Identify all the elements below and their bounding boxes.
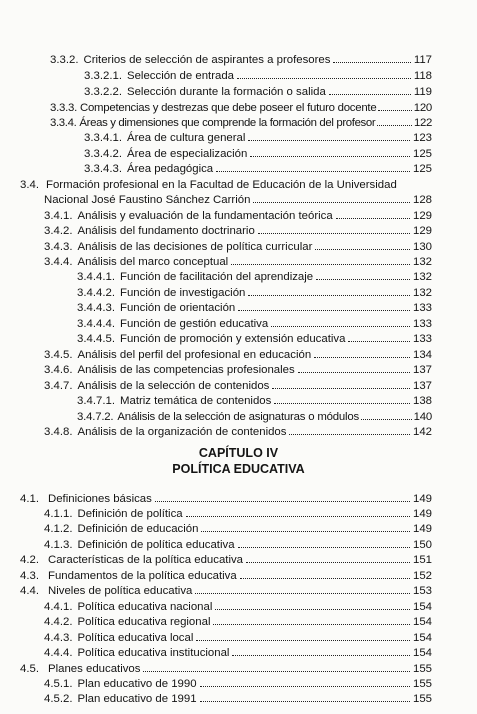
toc-entry-leader — [377, 124, 412, 126]
toc-entry-page: 132 — [412, 271, 432, 283]
toc-entry-page: 118 — [413, 70, 432, 82]
toc-entry-title: Función de promoción y extensión educativa — [120, 333, 346, 345]
toc-entry — [77, 394, 432, 409]
toc-entry-title: Plan educativo de 1990 — [77, 678, 197, 690]
toc-entry — [84, 131, 432, 146]
toc-entry-title: Formación profesional en la Facultad de Educación de la Universidad — [46, 179, 397, 191]
toc-entry-leader — [361, 418, 412, 420]
toc-entry-title: Definición de política — [77, 508, 183, 520]
toc-entry — [77, 286, 432, 301]
toc-entry-number: 3.4.5. — [44, 349, 73, 361]
toc-entry-title: Definición de política educativa — [77, 539, 235, 551]
toc-entry — [84, 69, 432, 84]
toc-entry-title: Plan educativo de 1991 — [77, 693, 197, 705]
toc-entry-page: 154 — [412, 647, 432, 659]
toc-entry — [44, 224, 432, 239]
toc-entry-page: 154 — [412, 632, 432, 644]
toc-entry — [44, 425, 432, 440]
toc-entry-number: 3.4.4.2. — [77, 287, 115, 299]
toc-entry-number: 4.3. — [20, 570, 39, 582]
toc-entry-title: Fundamentos de la política educativa — [48, 570, 237, 582]
toc-entry-leader — [253, 201, 410, 203]
toc-entry-number: 4.5. — [20, 663, 39, 675]
toc-entry-number: 4.1.2. — [44, 523, 73, 535]
toc-entry-page: 154 — [412, 601, 432, 613]
toc-entry-leader — [274, 402, 410, 404]
toc-entry — [77, 270, 432, 285]
toc-entry-title: Análisis de la organización de contenidos — [77, 426, 287, 438]
toc-entry-leader — [329, 93, 411, 95]
toc-entry-number: 3.4.7.1. — [77, 395, 115, 407]
toc-entry-number: 4.5.2. — [44, 693, 73, 705]
toc-entry-page: 142 — [412, 426, 432, 438]
toc-entry-page: 125 — [412, 148, 432, 160]
toc-entry-leader — [238, 546, 410, 548]
toc-entry-leader — [246, 561, 410, 563]
toc-entry-leader — [186, 515, 410, 517]
toc-entry-page: 154 — [412, 616, 432, 628]
toc-entry-number: 3.3.4. — [50, 117, 77, 129]
toc-entry-leader — [315, 248, 410, 250]
toc-entry-title: Criterios de selección de aspirantes a profesores — [83, 54, 331, 66]
toc-entry-number: 4.2. — [20, 554, 39, 566]
toc-entry-page: 153 — [412, 585, 432, 597]
toc-entry-title: Análisis de las decisiones de política curricular — [77, 241, 313, 253]
toc-entry — [77, 332, 432, 347]
toc-entry — [44, 348, 432, 363]
toc-entry — [84, 85, 432, 100]
toc-entry-title: Área de cultura general — [127, 132, 246, 144]
toc-entry-title: Análisis de la selección de asignaturas o módulos — [117, 411, 359, 423]
toc-entry — [44, 209, 432, 224]
toc-entry-page: 149 — [412, 523, 432, 535]
toc-entry-page: 140 — [413, 411, 432, 423]
toc-entry — [44, 631, 432, 646]
toc-entry-number: 3.4.4.1. — [77, 271, 115, 283]
toc-entry-leader — [333, 61, 410, 63]
toc-entry-number: 3.4.2. — [44, 225, 73, 237]
toc-entry-number: 3.4.4.3. — [77, 302, 115, 314]
toc-entry-leader — [240, 577, 410, 579]
toc-entry-number: 3.4.7. — [44, 380, 73, 392]
toc-entry-page: 152 — [412, 570, 432, 582]
toc-entry-number: 3.4.4.5. — [77, 333, 115, 345]
toc-entry — [84, 162, 432, 177]
toc-entry-title: Política educativa local — [77, 632, 194, 644]
toc-entry-number: 3.4.6. — [44, 364, 73, 376]
toc-entry-leader — [231, 263, 410, 265]
toc-entry-title: Análisis de las competencias profesionales — [77, 364, 295, 376]
toc-entry-number: 3.4. — [20, 179, 39, 191]
toc-entry-page: 138 — [412, 395, 432, 407]
toc-entry-leader — [248, 294, 410, 296]
toc-entry — [77, 301, 432, 316]
toc-entry-number: 3.3.4.3. — [84, 163, 122, 175]
toc-entry — [20, 584, 432, 599]
toc-entry-title: Análisis del perfil del profesional en educación — [77, 349, 312, 361]
toc-entry-page: 134 — [412, 349, 432, 361]
toc-entry-leader — [200, 685, 410, 687]
toc-entry-number: 4.4.4. — [44, 647, 73, 659]
toc-entry — [44, 255, 432, 270]
toc-entry-page: 133 — [412, 333, 432, 345]
toc-entry — [44, 600, 432, 615]
toc-entry-page: 137 — [412, 380, 432, 392]
toc-entry-number: 3.4.3. — [44, 241, 73, 253]
toc-entry-leader — [200, 700, 410, 702]
toc-entry-leader — [336, 217, 410, 219]
toc-entry-leader — [258, 232, 410, 234]
toc-entry-number: 4.4.1. — [44, 601, 73, 613]
toc-entry — [77, 317, 432, 332]
toc-entry-page: 129 — [412, 225, 432, 237]
toc-entry-title: Análisis del fundamento doctrinario — [77, 225, 255, 237]
toc-entry-number: 4.4.2. — [44, 616, 73, 628]
toc-entry — [44, 646, 432, 661]
toc-entry-page: 119 — [413, 86, 432, 98]
toc-entry-page: 137 — [412, 364, 432, 376]
toc-entry-leader — [248, 139, 410, 141]
toc-entry-leader — [238, 309, 410, 311]
toc-entry-title: Niveles de política educativa — [48, 585, 193, 597]
toc-entry-page: 132 — [412, 256, 432, 268]
toc-entry-page: 155 — [412, 678, 432, 690]
toc-entry-number: 3.4.7.2. — [77, 411, 114, 423]
toc-entry-leader — [195, 592, 410, 594]
toc-entry-leader — [232, 654, 410, 656]
toc-entry-title: Definición de educación — [77, 523, 199, 535]
toc-entry — [50, 116, 432, 131]
toc-entry-number: 4.4. — [20, 585, 39, 597]
toc-entry-page: 123 — [412, 132, 432, 144]
toc-entry — [50, 101, 432, 116]
toc-entry-page: 133 — [412, 318, 432, 330]
toc-entry-leader — [378, 109, 411, 111]
toc-entry-leader — [289, 433, 410, 435]
toc-entry-number: 3.4.4. — [44, 256, 73, 268]
toc-entry — [20, 569, 432, 584]
toc-entry-number: 4.5.1. — [44, 678, 73, 690]
toc-entry-leader — [250, 155, 410, 157]
toc-entry-title: Función de investigación — [120, 287, 246, 299]
toc-entry-title: Área pedagógica — [127, 163, 214, 175]
toc-entry-title: Competencias y destrezas que debe poseer el futuro docente — [80, 102, 377, 114]
toc-entry-leader — [196, 639, 410, 641]
toc-entry-title: Definiciones básicas — [48, 493, 152, 505]
toc-entry — [20, 662, 432, 677]
toc-entry-number: 3.4.1. — [44, 210, 73, 222]
toc-entry — [44, 363, 432, 378]
toc-entry-number: 3.4.8. — [44, 426, 73, 438]
toc-entry-title: Áreas y dimensiones que comprende la formación del profesor — [79, 117, 376, 129]
toc-entry-leader — [201, 530, 410, 532]
toc-entry-page: 155 — [412, 693, 432, 705]
toc-entry-title: Selección durante la formación o salida — [127, 86, 326, 98]
toc-entry-page: 130 — [412, 241, 432, 253]
toc-entry-number: 3.3.3. — [50, 102, 77, 114]
toc-entry — [20, 492, 432, 507]
toc-entry-number: 3.3.2. — [50, 54, 79, 66]
toc-entry-leader — [155, 500, 410, 502]
toc-entry — [44, 379, 432, 394]
toc-entry — [44, 507, 432, 522]
toc-entry — [84, 147, 432, 162]
toc-entry — [44, 240, 432, 255]
toc-entry-page: 117 — [413, 54, 432, 66]
toc-entry-number: 3.3.4.2. — [84, 148, 122, 160]
toc-entry-title: Política educativa regional — [77, 616, 211, 628]
toc-entry-title: Política educativa nacional — [77, 601, 213, 613]
toc-entry — [77, 410, 432, 425]
toc-entry — [44, 522, 432, 537]
toc-entry-page: 155 — [412, 663, 432, 675]
toc-entry-title: Análisis y evaluación de la fundamentación teórica — [77, 210, 333, 222]
toc-entry-title: Características de la política educativa — [48, 554, 244, 566]
toc-entry-page: 122 — [414, 117, 432, 129]
toc-entry-leader — [272, 387, 410, 389]
toc-entry-title: Matriz temática de contenidos — [120, 395, 272, 407]
toc-entry-page: 151 — [412, 554, 432, 566]
toc-entry-number: 4.1. — [20, 493, 39, 505]
toc-entry-leader — [213, 623, 410, 625]
toc-entry-number: 3.3.4.1. — [84, 132, 122, 144]
toc-entry-title: Nacional José Faustino Sánchez Carrión — [44, 194, 251, 206]
toc-entry — [20, 553, 432, 568]
toc-entry-title: Función de gestión educativa — [120, 318, 269, 330]
toc-entry-title: Política educativa institucional — [77, 647, 230, 659]
toc-entry-page: 149 — [412, 493, 432, 505]
toc-entry-title: Selección de entrada — [127, 70, 235, 82]
toc-entry-page: 128 — [412, 194, 432, 206]
toc-entry-page: 149 — [412, 508, 432, 520]
toc-entry-leader — [314, 356, 410, 358]
toc-entry — [44, 538, 432, 553]
chapter-label: CAPÍTULO IV — [198, 446, 279, 460]
toc-entry-leader — [216, 170, 410, 172]
toc-entry-title: Área de especialización — [127, 148, 248, 160]
toc-entry-number: 3.3.2.1. — [84, 70, 122, 82]
toc-entry-title: Planes educativos — [48, 663, 141, 675]
toc-entry-leader — [348, 340, 410, 342]
toc-entry-leader — [237, 77, 411, 79]
toc-entry-number: 4.4.3. — [44, 632, 73, 644]
toc-entry — [20, 178, 432, 193]
toc-entry — [50, 53, 432, 68]
toc-entry — [44, 692, 432, 707]
toc-entry — [44, 677, 432, 692]
toc-entry-leader — [271, 325, 410, 327]
toc-entry-page: 129 — [412, 210, 432, 222]
toc-entry-page: 132 — [412, 287, 432, 299]
toc-entry-title: Análisis de la selección de contenidos — [77, 380, 270, 392]
toc-entry-number: 3.4.4.4. — [77, 318, 115, 330]
toc-entry-page: 133 — [412, 302, 432, 314]
toc-entry — [44, 193, 432, 208]
toc-entry-leader — [298, 371, 410, 373]
toc-entry-number: 4.1.1. — [44, 508, 73, 520]
toc-entry-page: 125 — [412, 163, 432, 175]
toc-entry — [44, 615, 432, 630]
toc-entry-page: 120 — [413, 102, 432, 114]
toc-entry-number: 4.1.3. — [44, 539, 73, 551]
toc-entry-leader — [316, 278, 410, 280]
toc-entry-title: Función de facilitación del aprendizaje — [120, 271, 314, 283]
chapter-title: POLÍTICA EDUCATIVA — [172, 462, 305, 476]
toc-entry-title: Función de orientación — [120, 302, 236, 314]
toc-entry-page: 150 — [412, 539, 432, 551]
toc-entry-title: Análisis del marco conceptual — [77, 256, 229, 268]
toc-entry-leader — [215, 608, 410, 610]
toc-entry-leader — [143, 670, 410, 672]
toc-entry-number: 3.3.2.2. — [84, 86, 122, 98]
